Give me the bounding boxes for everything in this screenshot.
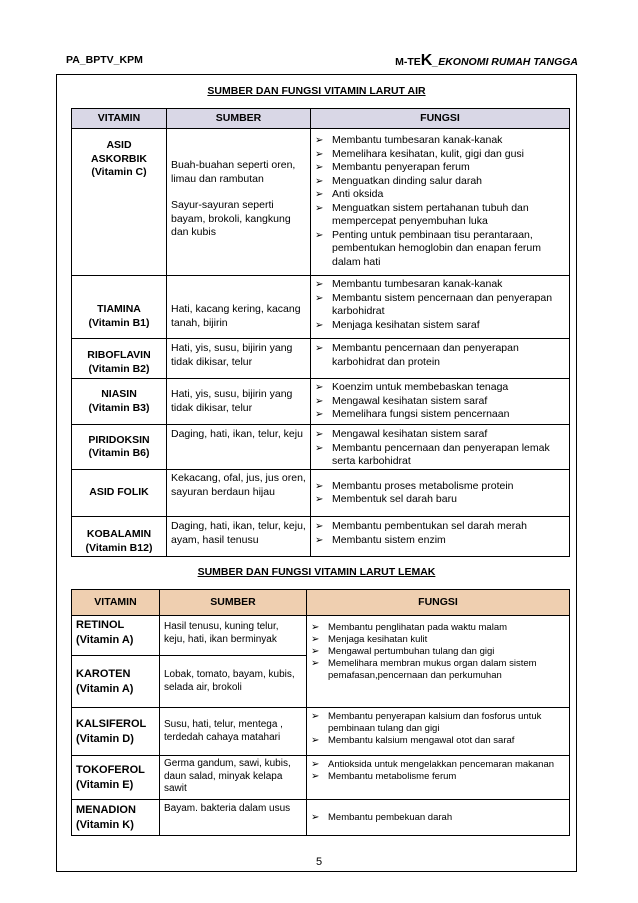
fungsi-item: ➢ Membantu pembekuan darah — [311, 812, 565, 824]
vitamin-name: ASKORBIK — [90, 152, 147, 165]
table-row — [72, 379, 570, 425]
vitamin-cell — [72, 339, 167, 379]
col-header-sumber: SUMBER — [160, 590, 307, 616]
fungsi-cell — [311, 379, 570, 425]
fungsi-item: ➢ Membantu penyerapan kalsium dan fosforus untuk pembinaan tulang dan gigi — [311, 711, 565, 735]
fungsi-cell — [311, 276, 570, 339]
fungsi-item: ➢ Membantu tumbesaran kanak-kanak — [315, 278, 565, 292]
table-row — [72, 708, 570, 756]
col-header-sumber: SUMBER — [167, 109, 311, 129]
table-row — [72, 339, 570, 379]
vitamin-cell — [72, 425, 167, 470]
table-row — [72, 470, 570, 517]
water-soluble-vitamin-table — [71, 108, 570, 557]
fat-soluble-vitamin-table — [71, 589, 570, 836]
fungsi-item: ➢ Mengawal kesihatan sistem saraf — [315, 395, 565, 409]
table-row — [72, 756, 570, 800]
vitamin-cell — [72, 379, 167, 425]
fungsi-item: ➢ Menjaga kesihatan sistem saraf — [315, 319, 565, 333]
vitamin-alias: (Vitamin D) — [76, 732, 134, 745]
header-right-big: K — [420, 52, 433, 69]
fungsi-item: ➢ Mengawal kesihatan sistem saraf — [315, 428, 565, 442]
fungsi-item: ➢ Membantu pembentukan sel darah merah — [315, 520, 565, 534]
sumber-cell: Bayam. bakteria dalam usus — [160, 800, 307, 836]
vitamin-name: RIBOFLAVIN — [87, 349, 151, 361]
vitamin-alias: (Vitamin B3) — [88, 401, 150, 414]
vitamin-alias: (Vitamin B1) — [88, 316, 150, 329]
fungsi-item: ➢ Anti oksida — [315, 188, 565, 202]
fungsi-item: ➢ Membantu sistem enzim — [315, 534, 565, 548]
vitamin-name: TIAMINA — [97, 303, 141, 315]
vitamin-cell — [72, 616, 160, 656]
table-row — [72, 517, 570, 557]
header-right-prefix: M-TE — [395, 56, 421, 68]
section2-title: SUMBER DAN FUNGSI VITAMIN LARUT LEMAK — [197, 566, 436, 578]
table-row — [72, 425, 570, 470]
fungsi-cell — [307, 800, 570, 836]
vitamin-alias: (Vitamin B12) — [85, 541, 153, 554]
fungsi-item: ➢ Mengawal pertumbuhan tulang dan gigi — [311, 646, 565, 658]
fungsi-cell — [311, 339, 570, 379]
fungsi-cell — [311, 129, 570, 276]
sumber-cell: Hati, kacang kering, kacang tanah, bijirin — [167, 276, 311, 339]
sumber-cell: Daging, hati, ikan, telur, keju — [167, 425, 311, 470]
page-header — [66, 52, 578, 68]
vitamin-name: NIASIN — [101, 388, 137, 400]
fungsi-cell — [307, 708, 570, 756]
vitamin-name: KALSIFEROL — [76, 717, 147, 730]
sumber-text: Sayur-sayuran seperti bayam, brokoli, kangkung dan kubis — [171, 199, 291, 238]
fungsi-cell — [311, 425, 570, 470]
vitamin-alias: (Vitamin B2) — [88, 362, 150, 375]
vitamin-cell — [72, 656, 160, 708]
fungsi-item: ➢ Menguatkan sistem pertahanan tubuh dan mempercepat penyembuhan luka — [315, 202, 565, 229]
sumber-cell: Daging, hati, ikan, telur, keju, ayam, hasil tenusu — [167, 517, 311, 557]
fungsi-item: ➢ Membantu penglihatan pada waktu malam — [311, 622, 565, 634]
vitamin-name: KAROTEN — [76, 667, 131, 680]
vitamin-cell — [72, 470, 167, 517]
vitamin-cell — [72, 756, 160, 800]
fungsi-item: ➢ Penting untuk pembinaan tisu perantaraan, pembentukan hemoglobin dan enapan ferum dalam hati — [315, 229, 565, 270]
vitamin-cell — [72, 708, 160, 756]
vitamin-cell — [72, 800, 160, 836]
vitamin-cell — [72, 517, 167, 557]
page-number: 5 — [315, 856, 323, 868]
fungsi-item: ➢ Membantu kalsium mengawal otot dan saraf — [311, 735, 565, 747]
table-row — [72, 129, 570, 276]
fungsi-cell — [311, 517, 570, 557]
vitamin-alias: (Vitamin A) — [76, 634, 134, 646]
table-row — [72, 800, 570, 836]
fungsi-item: ➢ Membantu proses metabolisme protein — [315, 480, 565, 494]
table-row — [72, 276, 570, 339]
fungsi-item: ➢ Membantu penyerapan ferum — [315, 161, 565, 175]
vitamin-alias: (Vitamin A) — [76, 682, 134, 695]
table-row — [72, 616, 570, 656]
sumber-cell: Hati, yis, susu, bijirin yang tidak dikisar, telur — [167, 339, 311, 379]
sumber-cell: Susu, hati, telur, mentega , terdedah cahaya matahari — [160, 708, 307, 756]
col-header-vitamin: VITAMIN — [72, 590, 160, 616]
fungsi-item: ➢ Memelihara fungsi sistem pencernaan — [315, 408, 565, 422]
fungsi-item: ➢ Membantu pencernaan dan penyerapan lemak serta karbohidrat — [315, 442, 565, 469]
fungsi-item: ➢ Koenzim untuk membebaskan tenaga — [315, 381, 565, 395]
col-header-vitamin: VITAMIN — [72, 109, 167, 129]
sumber-cell: Lobak, tomato, bayam, kubis, selada air, brokoli — [160, 656, 307, 708]
fungsi-item: ➢ Membantu metabolisme ferum — [311, 771, 565, 783]
vitamin-name: TOKOFEROL — [76, 763, 145, 776]
fungsi-item: ➢ Membantu tumbesaran kanak-kanak — [315, 134, 565, 148]
sumber-cell: Kekacang, ofal, jus, jus oren, sayuran berdaun hijau — [167, 470, 311, 517]
vitamin-name: ASID — [106, 139, 132, 151]
table-header-row — [72, 590, 570, 616]
vitamin-name: MENADION — [76, 803, 136, 816]
sumber-cell: Germa gandum, sawi, kubis, daun salad, minyak kelapa sawit — [160, 756, 307, 800]
fungsi-item: ➢ Memelihara kesihatan, kulit, gigi dan gusi — [315, 148, 565, 162]
section1-title: SUMBER DAN FUNGSI VITAMIN LARUT AIR — [207, 85, 426, 97]
sumber-cell: Hasil tenusu, kuning telur, keju, hati, ikan berminyak — [160, 616, 307, 656]
sumber-cell — [167, 129, 311, 276]
fungsi-cell — [307, 616, 570, 708]
sumber-text: Buah-buahan seperti oren, limau dan rambutan — [171, 159, 296, 185]
fungsi-cell — [307, 756, 570, 800]
fungsi-cell — [311, 470, 570, 517]
vitamin-name: PIRIDOKSIN — [88, 433, 150, 446]
vitamin-alias: (Vitamin K) — [76, 818, 134, 831]
fungsi-item: ➢ Membantu sistem pencernaan dan penyerapan karbohidrat — [315, 292, 565, 319]
col-header-fungsi: FUNGSI — [307, 590, 570, 616]
vitamin-cell — [72, 276, 167, 339]
vitamin-alias: (Vitamin E) — [76, 778, 134, 791]
vitamin-cell — [72, 129, 167, 276]
fungsi-item: ➢ Memelihara membran mukus organ dalam sistem pemafasan,pencernaan dan perkumuhan — [311, 658, 565, 682]
vitamin-name: RETINOL — [76, 619, 125, 631]
vitamin-alias: (Vitamin B6) — [88, 447, 150, 459]
col-header-fungsi: FUNGSI — [311, 109, 570, 129]
fungsi-item: ➢ Antioksida untuk mengelakkan pencemaran makanan — [311, 759, 565, 771]
vitamin-name: ASID FOLIK — [89, 486, 149, 499]
fungsi-item: ➢ Membentuk sel darah baru — [315, 493, 565, 507]
sumber-cell: Hati, yis, susu, bijirin yang tidak dikisar, telur — [167, 379, 311, 425]
fungsi-item: ➢ Menjaga kesihatan kulit — [311, 634, 565, 646]
header-right — [395, 52, 578, 70]
header-left: PA_BPTV_KPM — [66, 54, 143, 66]
vitamin-alias: (Vitamin C) — [91, 166, 147, 178]
vitamin-name: KOBALAMIN — [86, 528, 152, 540]
table-header-row — [72, 109, 570, 129]
fungsi-item: ➢ Menguatkan dinding salur darah — [315, 175, 565, 189]
header-right-suffix: _EKONOMI RUMAH TANGGA — [432, 56, 578, 68]
fungsi-item: ➢ Membantu pencernaan dan penyerapan karbohidrat dan protein — [315, 342, 565, 369]
